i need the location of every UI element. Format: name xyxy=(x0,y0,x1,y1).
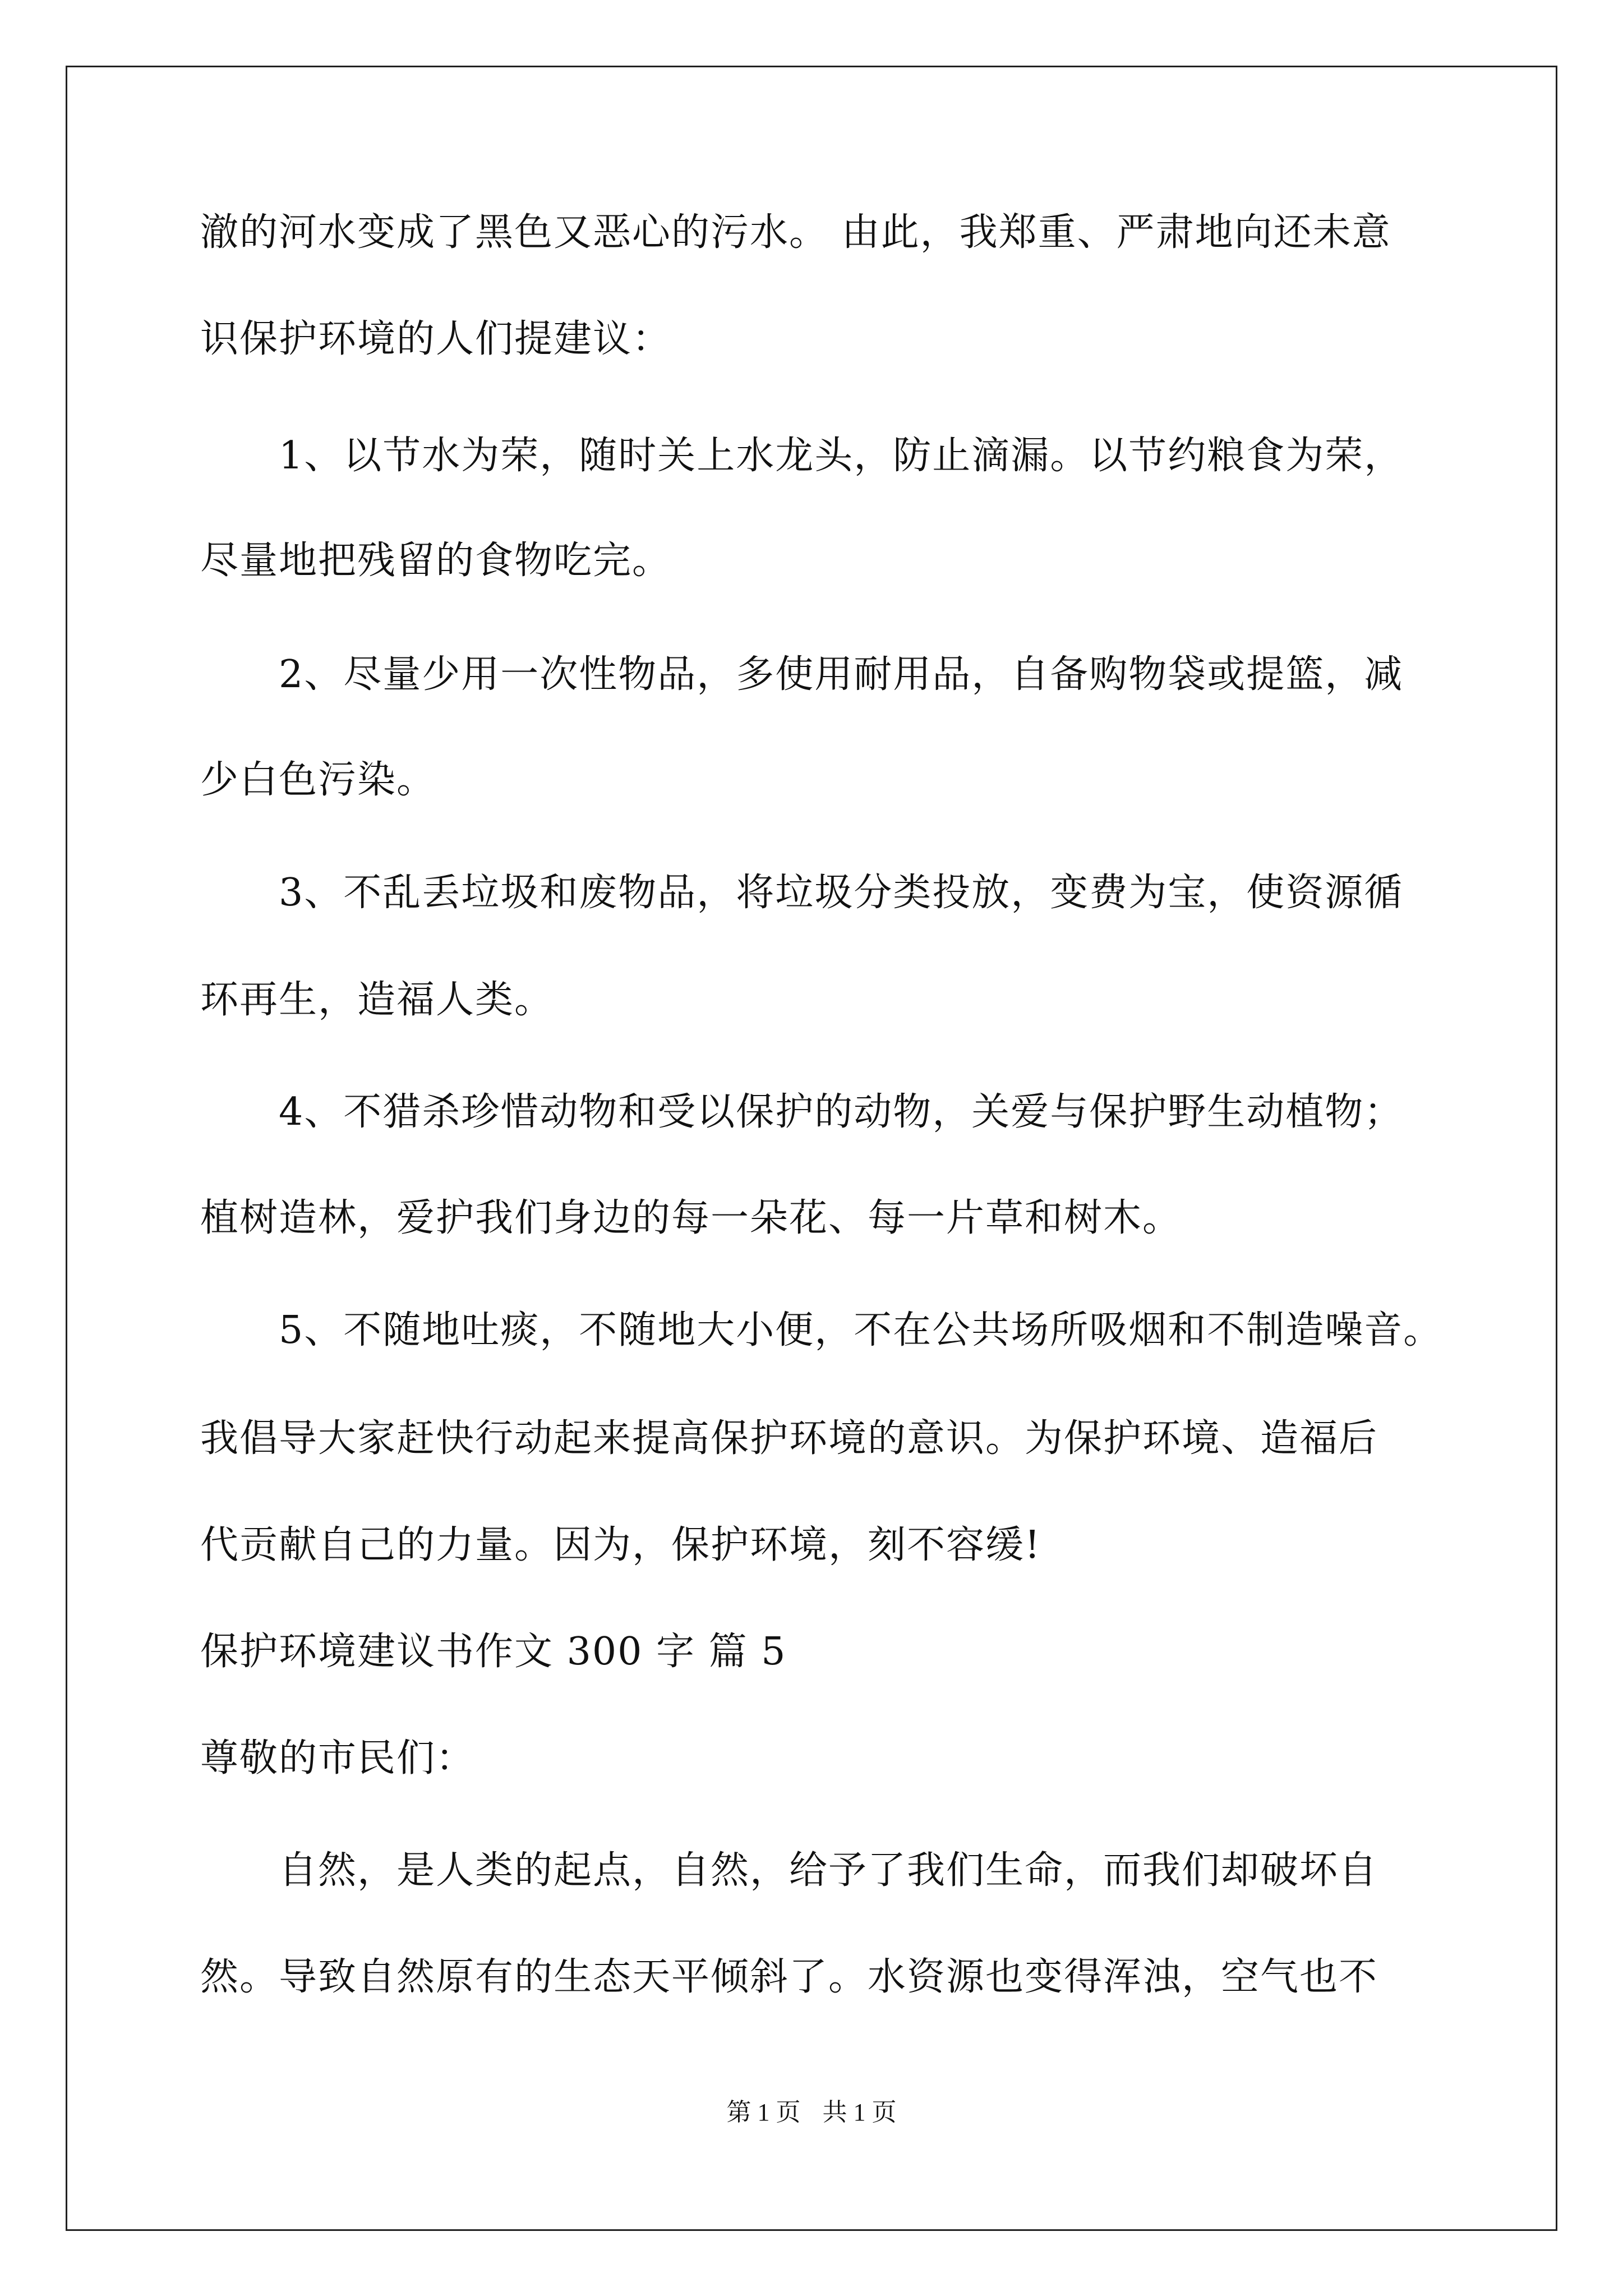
list-item-1-line: 1、以节水为荣，随时关上水龙头，防止滴漏。以节约粮食为荣， xyxy=(200,434,1404,478)
list-item-4-line: 植树造林，爱护我们身边的每一朵花、每一片草和树木。 xyxy=(200,1196,1182,1240)
list-item-5-line: 5、不随地吐痰，不随地大小便，不在公共场所吸烟和不制造噪音。 xyxy=(200,1308,1443,1352)
section-heading: 保护环境建议书作文 300 字 篇 5 xyxy=(200,1630,787,1674)
list-item-3-line: 环再生，造福人类。 xyxy=(200,978,554,1022)
list-item-4-line: 4、不猎杀珍惜动物和受以保护的动物，关爱与保护野生动植物； xyxy=(200,1090,1404,1134)
page-total: 共 1 页 xyxy=(822,2099,897,2126)
list-item-2-line: 少白色污染。 xyxy=(200,758,436,802)
page-footer xyxy=(0,2096,1623,2129)
list-item-3-line: 3、不乱丢垃圾和废物品，将垃圾分类投放，变费为宝，使资源循 xyxy=(200,871,1404,915)
paragraph-line: 我倡导大家赶快行动起来提高保护环境的意识。为保护环境、造福后 xyxy=(200,1416,1378,1461)
salutation: 尊敬的市民们： xyxy=(200,1736,476,1780)
paragraph-line: 识保护环境的人们提建议： xyxy=(200,317,672,361)
paragraph-line: 自然，是人类的起点，自然，给予了我们生命，而我们却破坏自 xyxy=(200,1848,1378,1893)
list-item-1-line: 尽量地把残留的食物吃完。 xyxy=(200,539,672,583)
list-item-2-line: 2、尽量少用一次性物品，多使用耐用品，自备购物袋或提篮，减 xyxy=(200,652,1404,697)
page-number: 第 1 页 xyxy=(726,2099,801,2126)
paragraph-line: 代贡献自己的力量。因为，保护环境，刻不容缓! xyxy=(200,1523,1041,1567)
page-border xyxy=(66,66,1557,2231)
paragraph-line: 然。导致自然原有的生态天平倾斜了。水资源也变得浑浊，空气也不 xyxy=(200,1955,1378,1999)
paragraph-line: 澈的河水变成了黑色又恶心的污水。 由此，我郑重、严肃地向还未意 xyxy=(200,210,1391,255)
